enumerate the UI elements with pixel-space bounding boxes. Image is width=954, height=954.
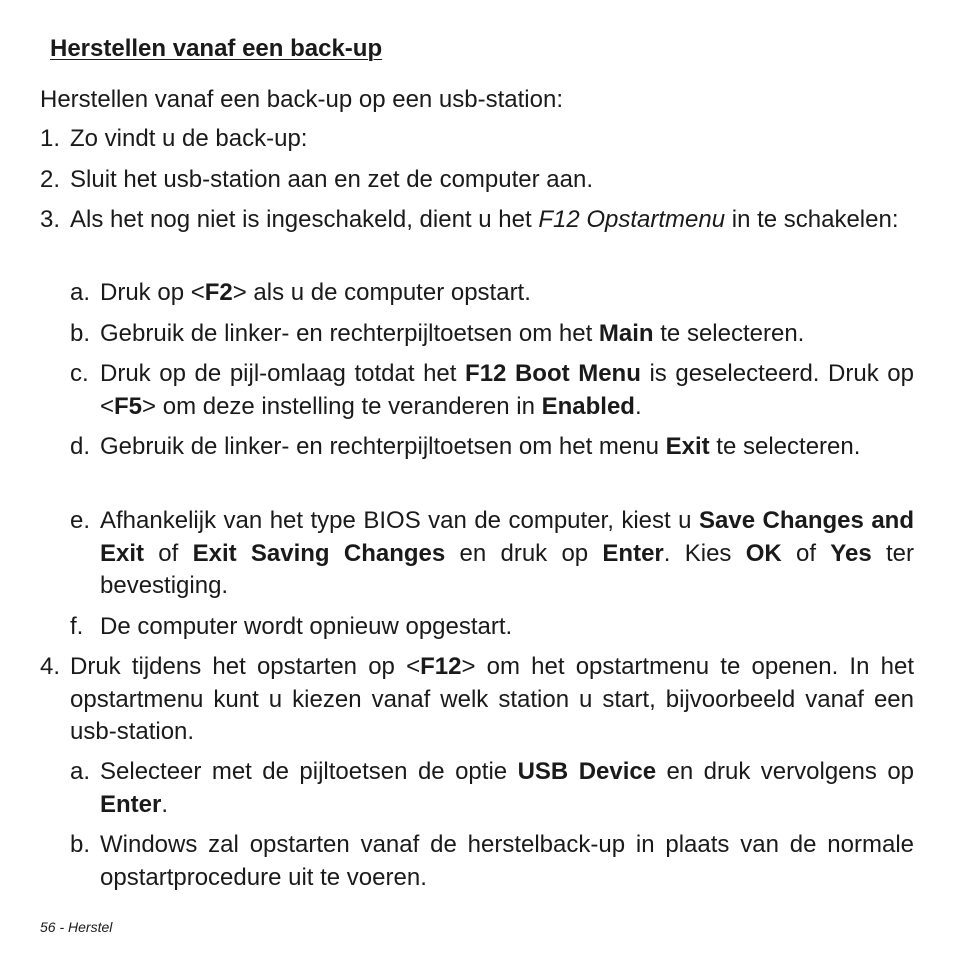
substep-4b (70, 829, 914, 894)
key-f12: F12 (420, 653, 462, 680)
key-enter: Enter (602, 539, 664, 567)
substep-text: Gebruik de linker- en rechterpijltoetsen om het menu Exit te selecteren. (100, 433, 861, 460)
substep-3e (70, 505, 914, 603)
substep-3a (70, 277, 914, 310)
substep-letter: e. (70, 507, 91, 534)
key-enter: Enter (100, 790, 162, 818)
substep-3b (70, 318, 914, 351)
intro-paragraph: Herstellen vanaf een back-up op een usb-station: (40, 86, 563, 113)
substep-3d (70, 431, 914, 464)
step-number: 3. (40, 206, 61, 233)
substep-text: Druk op <F2> als u de computer opstart. (100, 279, 531, 306)
step-number: 2. (40, 166, 61, 193)
step-number: 1. (40, 125, 61, 152)
value-enabled: Enabled (541, 392, 635, 420)
substep-letter: c. (70, 360, 89, 387)
menu-exit: Exit (665, 433, 710, 460)
substep-3f (70, 611, 914, 644)
substep-text: Druk op de pijl-omlaag totdat het F12 Boot Menu is geselecteerd. Druk op <F5> om deze instelling te veranderen in Enabled. (100, 360, 915, 420)
substep-text: Windows zal opstarten vanaf de herstelback-up in plaats van de normale opstartprocedure uit te voeren. (100, 831, 914, 891)
step-text: Als het nog niet is ingeschakeld, dient u het F12 Opstartmenu in te schakelen: (70, 206, 899, 233)
substep-text: De computer wordt opnieuw opgestart. (100, 613, 513, 640)
option-exit-saving-changes: Exit Saving Changes (192, 539, 446, 567)
substep-letter: d. (70, 433, 91, 460)
step-3 (40, 204, 914, 237)
substep-letter: a. (70, 279, 91, 306)
menu-f12-boot-menu: F12 Boot Menu (465, 360, 641, 387)
step-text: Sluit het usb-station aan en zet de computer aan. (70, 166, 593, 193)
menu-name-italic: F12 Opstartmenu (538, 206, 726, 233)
option-ok: OK (745, 539, 782, 567)
substep-text: Gebruik de linker- en rechterpijltoetsen om het Main te selecteren. (100, 320, 805, 347)
substep-4a (70, 756, 914, 821)
substep-text: Afhankelijk van het type BIOS van de computer, kiest u Save Changes and Exit of Exit Saving Changes en druk op Enter. Kies OK of Yes ter bevestiging. (100, 507, 914, 599)
step-text: Druk tijdens het opstarten op <F12> om het opstartmenu te openen. In het opstartmenu kunt u kiezen vanaf welk station u start, bijvoorbeeld vanaf een usb-station. (70, 653, 914, 745)
substep-letter: a. (70, 758, 91, 785)
key-f5: F5 (114, 392, 143, 420)
option-usb-device: USB Device (517, 758, 657, 785)
step-2 (40, 164, 914, 197)
page-footer: 56 - Herstel (40, 919, 113, 935)
step-1 (40, 123, 914, 156)
section-heading: Herstellen vanaf een back-up (50, 35, 383, 62)
step-4 (40, 651, 914, 749)
substep-letter: f. (70, 613, 84, 640)
substep-text: Selecteer met de pijltoetsen de optie USB Device en druk vervolgens op Enter. (100, 758, 915, 818)
step-text: Zo vindt u de back-up: (70, 125, 308, 152)
menu-main: Main (598, 320, 654, 347)
step-number: 4. (40, 653, 61, 680)
option-yes: Yes (830, 539, 872, 567)
substep-letter: b. (70, 831, 91, 858)
substep-letter: b. (70, 320, 91, 347)
key-f2: F2 (204, 279, 233, 306)
substep-3c (70, 358, 914, 423)
option-save-changes-and-exit: Save Changes and Exit (100, 507, 914, 567)
